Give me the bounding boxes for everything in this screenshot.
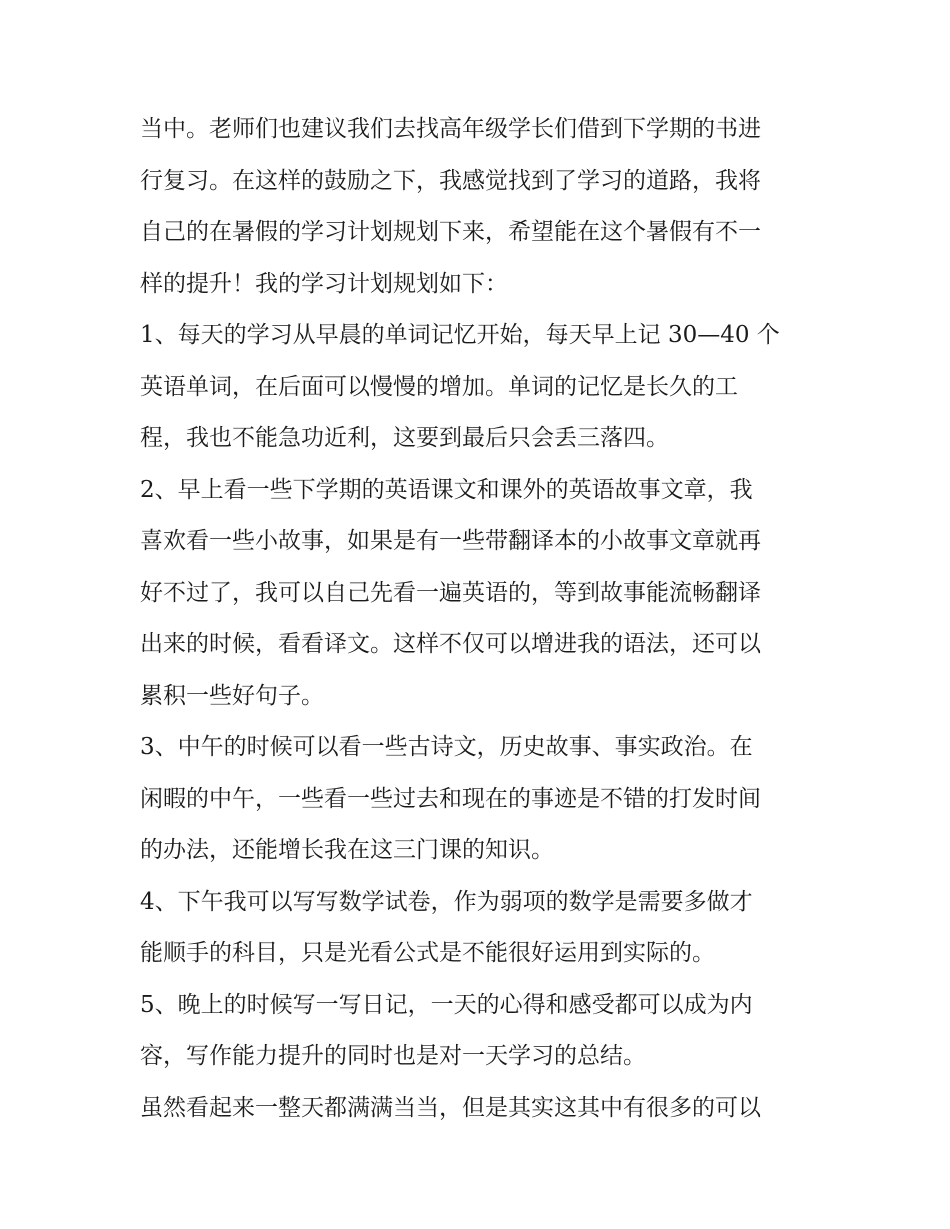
text-line: 能顺手的科目，只是光看公式是不能很好运用到实际的。: [140, 940, 715, 966]
text-line: 3、中午的时候可以看一些古诗文，历史故事、事实政治。在: [140, 734, 753, 760]
text-line: 好不过了，我可以自己先看一遍英语的，等到故事能流畅翻译: [140, 579, 761, 606]
text-line: 的办法，还能增长我在这三门课的知识。: [140, 837, 554, 863]
text-line: 当中。老师们也建议我们去找高年级学长们借到下学期的书进: [140, 116, 761, 142]
text-line: 样的提升！我的学习计划规划如下：: [140, 270, 508, 297]
body-text: [140, 104, 820, 1134]
text-line: 2、早上看一些下学期的英语课文和课外的英语故事文章，我: [140, 476, 753, 503]
text-line: 5、晚上的时候写一写日记，一天的心得和感受都可以成为内: [140, 991, 753, 1018]
text-line: 容，写作能力提升的同时也是对一天学习的总结。: [140, 1043, 646, 1069]
text-line: 行复习。在这样的鼓励之下，我感觉找到了学习的道路，我将: [140, 167, 761, 194]
text-line: 闲暇的中午，一些看一些过去和现在的事迹是不错的打发时间: [140, 785, 761, 812]
text-line: 4、下午我可以写写数学试卷，作为弱项的数学是需要多做才: [140, 888, 753, 915]
text-line: 程，我也不能急功近利，这要到最后只会丢三落四。: [140, 425, 669, 451]
text-line: 累积一些好句子。: [140, 682, 324, 709]
text-line: 英语单词，在后面可以慢慢的增加。单词的记忆是长久的工: [140, 373, 738, 400]
text-line: 出来的时候，看看译文。这样不仅可以增进我的语法，还可以: [140, 631, 761, 657]
text-line: 虽然看起来一整天都满满当当，但是其实这其中有很多的可以: [140, 1094, 761, 1121]
text-line: 喜欢看一些小故事，如果是有一些带翻译本的小故事文章就再: [140, 528, 761, 554]
text-line: 1、每天的学习从早晨的单词记忆开始，每天早上记 30—40 个: [140, 322, 780, 348]
text-line: 自己的在暑假的学习计划规划下来，希望能在这个暑假有不一: [140, 219, 761, 245]
